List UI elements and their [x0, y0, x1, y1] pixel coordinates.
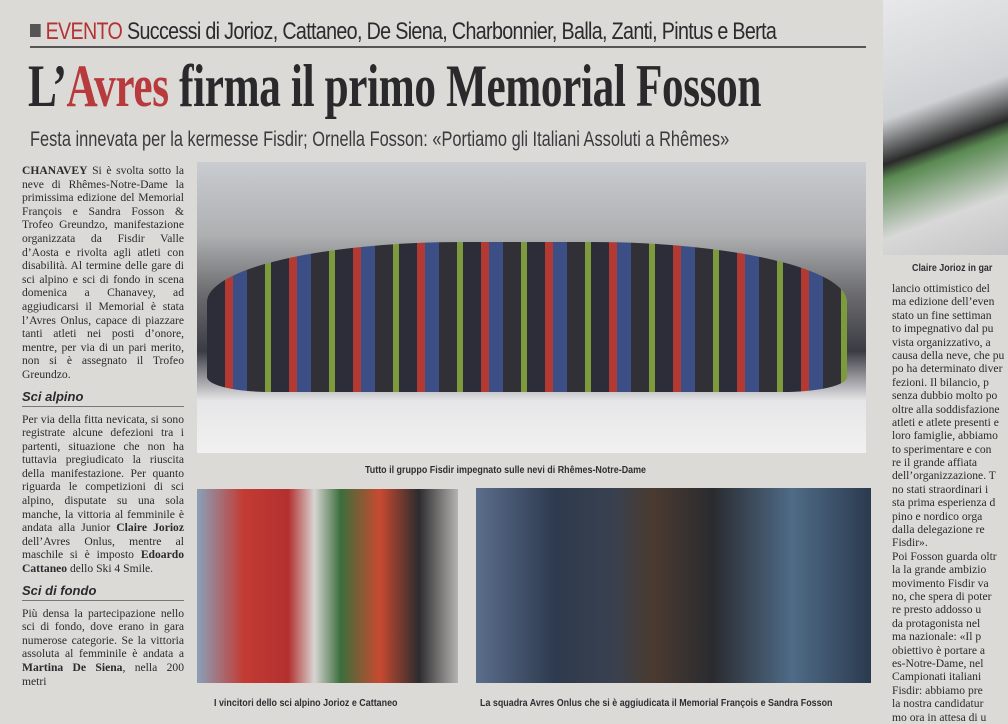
- text-line: vista organizzativo, a: [892, 335, 991, 349]
- text-line: no stati straordinari i: [892, 482, 989, 496]
- right-photo-caption: La squadra Avres Onlus che si è aggiudicata il Memorial François e Sandra Fosson: [480, 697, 833, 709]
- kicker-label: EVENTO: [45, 18, 123, 45]
- text-line: Campionati italiani: [892, 670, 982, 684]
- article-paragraph-2: [22, 413, 184, 576]
- text-line: fezioni. Il bilancio, p: [892, 375, 989, 389]
- left-column: [22, 164, 184, 688]
- text-line: loro famiglie, abbiamo: [892, 429, 998, 443]
- headline: [28, 52, 761, 121]
- group-of-athletes: [207, 242, 847, 392]
- text-line: sta prima esperienza d: [892, 496, 996, 510]
- kicker-text: Successi di Jorioz, Cattaneo, De Siena, Charbonnier, Balla, Zanti, Pintus e Berta: [127, 18, 777, 45]
- headline-rest: firma il primo Memorial Fosson: [168, 53, 762, 119]
- group-photo: [197, 162, 866, 453]
- text-line: mo ora in attesa di u: [892, 710, 987, 724]
- text-line: pino e nordico orga: [892, 509, 983, 523]
- text-line: to sperimentare e con: [892, 442, 992, 456]
- athlete-name: Claire Jorioz: [116, 521, 184, 535]
- text-line: senza dubbio molto po: [892, 389, 998, 403]
- cut-off-top-text: [0, 0, 880, 8]
- kicker: [30, 18, 866, 48]
- text-line: lancio ottimistico del: [892, 282, 990, 295]
- subtitle: Festa innevata per la kermesse Fisdir; Ornella Fosson: «Portiamo gli Italiani Assoluti a Rhêmes»: [30, 128, 730, 151]
- side-photo-caption: Claire Jorioz in gar: [912, 262, 993, 274]
- text-line: re presto addosso u: [892, 603, 982, 617]
- article-paragraph-3: [22, 607, 184, 689]
- square-bullet-icon: [30, 24, 41, 37]
- text-line: la nostra candidatur: [892, 697, 984, 711]
- text-line: to impegnativo dal pu: [892, 322, 994, 336]
- text-line: obiettivo è portare a: [892, 643, 986, 657]
- text-line: la la grande ambizio: [892, 563, 987, 577]
- text-line: stato un fine settiman: [892, 308, 992, 322]
- text-line: ma edizione dell’even: [892, 295, 995, 309]
- right-column-text: [892, 282, 1008, 724]
- main-photo-caption: Tutto il gruppo Fisdir impegnato sulle nevi di Rhêmes-Notre-Dame: [365, 464, 647, 476]
- text-line: no, che spera di poter: [892, 589, 992, 603]
- text-line: Fisdir».: [892, 536, 928, 550]
- text-line: causa della neve, che pu: [892, 348, 1005, 362]
- avres-team-photo: [476, 488, 871, 683]
- text-line: atleti e atlete presenti e: [892, 415, 999, 429]
- text-line: Poi Fosson guarda oltr: [892, 549, 997, 563]
- paragraph-text: dell’Avres Onlus, mentre al maschile si è imposto: [22, 534, 184, 562]
- athlete-name: Edoardo Cattaneo: [22, 548, 184, 576]
- left-photo-caption: I vincitori dello sci alpino Jorioz e Cattaneo: [214, 697, 398, 709]
- text-line: es-Notre-Dame, nel: [892, 656, 984, 670]
- kicker-line: [30, 18, 776, 46]
- athlete-name: Martina De Siena: [22, 661, 123, 674]
- section-heading-sci-di-fondo: Sci di fondo: [22, 583, 184, 601]
- section-heading-sci-alpino: Sci alpino: [22, 389, 184, 407]
- text-line: dell’organizzazione. T: [892, 469, 996, 483]
- text-line: da protagonista nel: [892, 616, 981, 630]
- paragraph-text: dello Ski 4 Smile.: [67, 562, 154, 576]
- text-line: dalla delegazione re: [892, 523, 985, 537]
- skier-photo: [883, 0, 1008, 255]
- text-line: ma nazionale: «Il p: [892, 630, 982, 644]
- text-line: po ha determinato diver: [892, 362, 1003, 376]
- headline-highlight: Avres: [66, 53, 169, 119]
- paragraph-text: Per via della fitta nevicata, si sono registrate alcune defezioni tra i partenti, situazione che non ha tuttavia pregiudicato la riuscita della manifestazione. Per quanto riguarda le competizioni di sci alpino, disputate su una sola manche, la vittoria al femminile è andata alla Junior: [22, 412, 184, 535]
- headline-pre: L’: [28, 53, 67, 119]
- text-line: movimento Fisdir va: [892, 576, 989, 590]
- article-paragraph-1: [22, 164, 184, 382]
- text-line: Fisdir: abbiamo pre: [892, 683, 983, 697]
- text-line: re il grande affiata: [892, 456, 978, 470]
- paragraph-text: , nella 200 metri: [22, 661, 184, 688]
- alpine-winners-photo: [197, 489, 458, 683]
- paragraph-text: Si è svolta sotto la neve di Rhêmes-Notre-Dame la primissima edizione del Memorial François e Sandra Fosson & Trofeo Greundzo, manifestazione organizzata da Fisdir Valle d’Aosta e rivolta agli atleti con disabilità. Al termine delle gare di sci alpino e sci di fondo in scena domenica a Chanavey, ad aggiudicarsi il Memorial è stata l’Avres Onlus, capace di piazzare tanti atleti nei posti d’onore, mentre, per via di un pari merito, non si è assegnato il Trofeo Greundzo.: [22, 164, 184, 381]
- paragraph-text: Più densa la partecipazione nello sci di fondo, dove erano in gara numerose categorie. Se la vittoria assoluta al femminile è andata a: [22, 606, 184, 661]
- text-line: oltre alla soddisfazione: [892, 402, 1000, 416]
- dateline: CHANAVEY: [22, 164, 88, 177]
